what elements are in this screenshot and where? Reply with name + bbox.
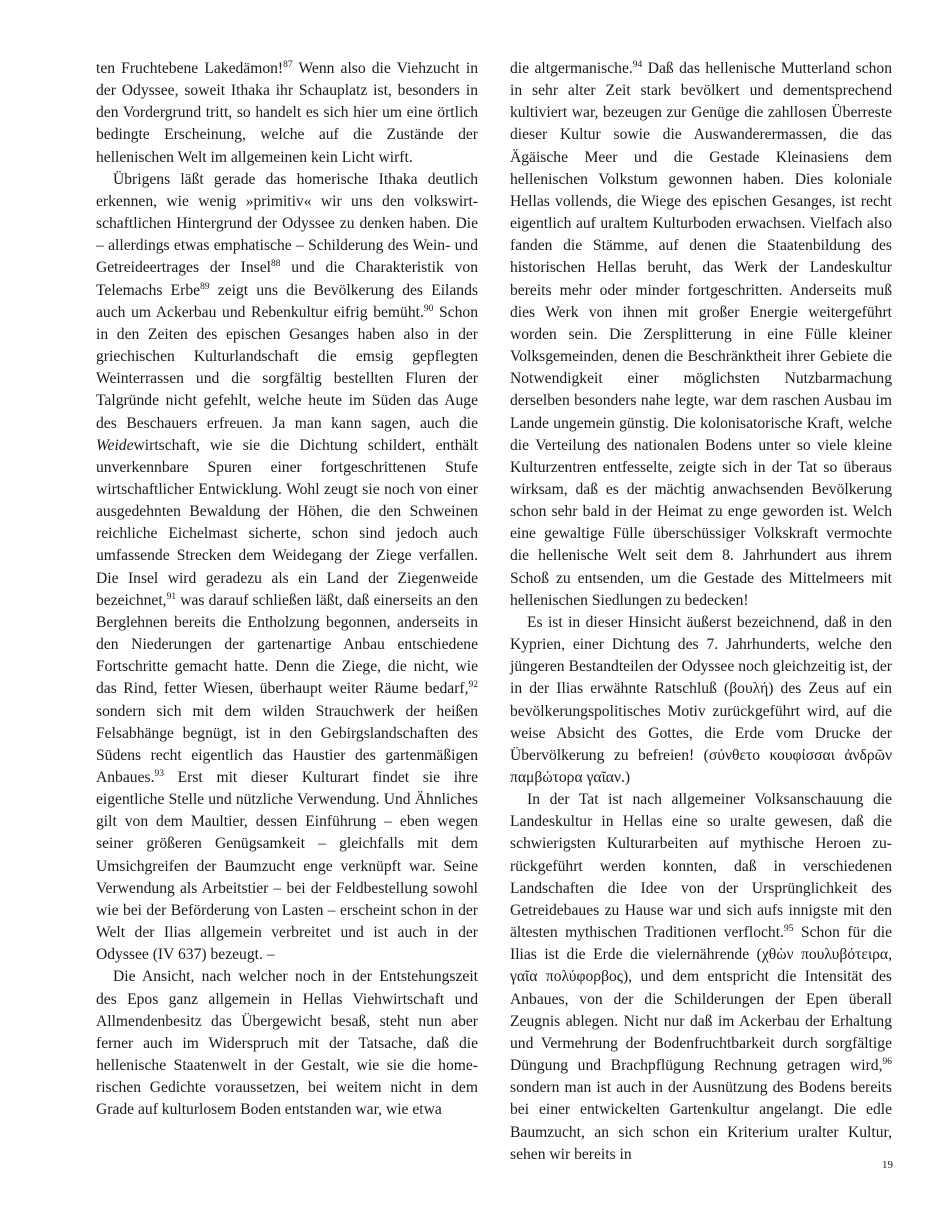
footnote-marker: 96 [882,1057,892,1068]
paragraph: Es ist in dieser Hinsicht äußerst bezeichnend, daß in den Kyprien, einer Dichtung des 7. Jahrhunderts, welche den jüngeren Bestandteilen der Odyssee noch gleichzeitig ist, der in der Ilias erwähnte Ratschluß (βουλή) des Zeus auf ein bevölkerungspolitisches Motiv zurückgeführt wird, auf die weise Absicht des Gottes, die Erde vom Drucke der Übervölkerung zu befreien! (σύνθετο κουφίσσαι ἀνδρῶν παμβώτορα γαῖαν.) [510,613,892,786]
footnote-marker: 87 [283,60,293,70]
paragraph: In der Tat ist nach allgemeiner Volksanschauung die Landeskultur in Hellas eine so uralte gewesen, daß die schwierigsten Kulturarbeiten auf mythische Heroen zurückgeführt werden konnten, daß in verschiedenen Landschaften die Idee von der Ursprünglichkeit des Getreidebaues zu Hause war und sich aufs innigste mit den ältesten mythischen Traditionen verflocht.$^{95}$ Schon für die Ilias ist die Erde die vielernährende (χθὼν πουλυβότειρα, γαῖα πολύφορβος), und dem entspricht die Intensität des Anbaues, von der die Schilderungen der Epen überall Zeugnis ablegen. Nicht nur daß im Ackerbau der Erhaltung und Vermehrung der Bodenfruchtbarkeit durch sorgfältige Düngung und Brachpflügung Rechnung getragen wird,$^{96}$ sondern man ist auch in der Ausnützung des Bodens bereits bei einer entwickelten Gartenkultur angelangt. Die edle Baumzucht, an sich schon ein Kriterium uralter Kultur, sehen wir bereits in [510,791,892,1163]
footnote-marker: 94 [632,60,643,70]
footnote-marker: 90 [423,303,434,314]
right-column [510,58,892,1166]
footnote-marker: 88 [270,259,281,270]
emphasis: Weide [96,436,134,454]
paragraph: die altgermanische.$^{94}$ Daß das hellenische Mutterland schon in sehr alter Zeit stark bevölkert und dementsprechend kultiviert war, bezeugen zur Genüge die zahllosen Überreste dieser Kultur sowie die Auswanderermassen, die das Ägäische Meer und die Gestade Kleinasiens dem hellenischen Volkstum gewonnen haben. Dies koloniale Hellas vollends, die Wiege des epischen Gesanges, ist recht eigentlich auf uraltem Kulturboden erwachsen. Vielfach also fanden die Stämme, auf denen die Staatenbildung des historischen Hellas beruht, das Werk der Landeskultur bereits mehr oder minder fortgeschritten. Anderseits muß dies Werk von ihnen mit großer Energie weitergeführt worden sein. Die Zersplitterung in eine Fülle kleiner Volksgemeinden, denen die Beschränktheit ihrer Gebiete die Notwendigkeit einer möglichsten Nutzbarmachung derselben besonders nahe legte, war dem raschen Ausbau im Lande ungemein günstig. Die kolonisatorische Kraft, welche die Verteilung des nationalen Bodens unter so viele kleine Kulturzentren entfesselte, zeigte sich in der Tat so überaus wirksam, daß es der mächtig anwachsenden Bevölkerung schon sehr bald in der Heimat zu enge geworden ist. Welch eine gewaltige Fülle überschüssiger Volkskraft vermochte die hellenische Welt seit dem 8. Jahrhundert aus ihrem Schoß zu entsenden, um die Gestade des Mittelmeers mit hellenischen Siedlungen zu bedecken! [510,60,892,609]
left-column [96,58,478,1122]
footnote-marker: 91 [166,591,177,602]
footnote-marker: 93 [154,769,164,779]
page-number: 19 [882,1159,893,1171]
paragraph: ten Fruchtebene Lakedämon!$^{87}$ Wenn also die Viehzucht in der Odyssee, soweit Ithaka ihr Schauplatz ist, besonders in den Vordergrund tritt, so handelt es sich hier um eine örtlich bedingte Erscheinung, welche auf die Zustände der hellenischen Welt im allgemeinen kein Licht wirft. [96,60,478,166]
paragraph: Die Ansicht, nach welcher noch in der Entstehungszeit des Epos ganz allgemein in Hellas Viehwirtschaft und Allmendenbesitz das Übergewicht besaß, steht nun aber ferner auch im Widerspruch mit der Tatsache, daß die hellenische Staatenwelt in der Gestalt, wie sie die homerischen Gedichte voraussetzen, bei weitem nicht in dem Grade auf kulturlosem Boden entstanden war, wie etwa [96,968,478,1119]
footnote-marker: 89 [200,281,210,292]
footnote-marker: 92 [468,680,478,691]
footnote-marker: 95 [783,924,794,935]
paragraph: Übrigens läßt gerade das homerische Ithaka deutlich erkennen, wie wenig »primitiv« wir uns den volkswirtschaftlichen Hintergrund der Odyssee zu denken haben. Die – allerdings etwas emphatische – Schilderung des Wein- und Getreideertrages der Insel$^{88}$ und die Charakteristik von Telemachs Erbe$^{89}$ zeigt uns die Bevölkerung des Eilands auch um Ackerbau und Rebenkultur eifrig bemüht.$^{90}$ Schon in den Zeiten des epischen Gesanges haben also in der griechischen Kulturlandschaft die emsig gepflegten Weinterrassen und die sorgfältig bestellten Fluren der Talgründe nicht gefehlt, welche heute im Süden das Auge des Beschauers erfreuen. Ja man kann sagen, auch die Weidewirtschaft, wie sie die Dichtung schildert, enthält unverkennbare Spuren einer fortgeschrittenen Stufe wirtschaftlicher Entwicklung. Wohl zeugt sie noch von einer ausgedehnten Bewaldung der Höhen, die den Schweinen reichliche Eichelmast sicherte, schon sind jedoch auch umfassende Strecken dem Weidegang der Ziege verfallen. Die Insel wird geradezu als ein Land der Ziegenweide bezeichnet,$^{91}$ was darauf schließen läßt, daß einerseits an den Berglehnen bereits die Entholzung begonnen, anderseits in den Niederungen der gartenartige Anbau entschiedene Fortschritte gemacht hatte. Denn die Ziege, die nicht, wie das Rind, fetter Wiesen, überhaupt weiter Räume bedarf,$^{92}$ sondern sich mit dem wilden Strauchwerk der heißen Felsabhänge begnügt, ist in den Gebirgslandschaften des Südens recht eigentlich das Haustier des gartenmäßigen Anbaues.$^{93}$ Erst mit dieser Kulturart findet sie ihre eigentliche Stelle und nützliche Verwendung. Und Ähnliches gilt von dem Maultier, dessen Einführung – eben wegen seiner größeren Genügsamkeit – gleichfalls mit dem Umsichgreifen der Baumzucht enge verknüpft war. Seine Verwendung als Arbeitstier – bei der Feldbestellung sowohl wie bei der Beförderung von Lasten – erscheint schon in der Welt der Ilias allgemein verbreitet und ist auch in der Odyssee (IV 637) bezeugt. – [96,170,479,964]
